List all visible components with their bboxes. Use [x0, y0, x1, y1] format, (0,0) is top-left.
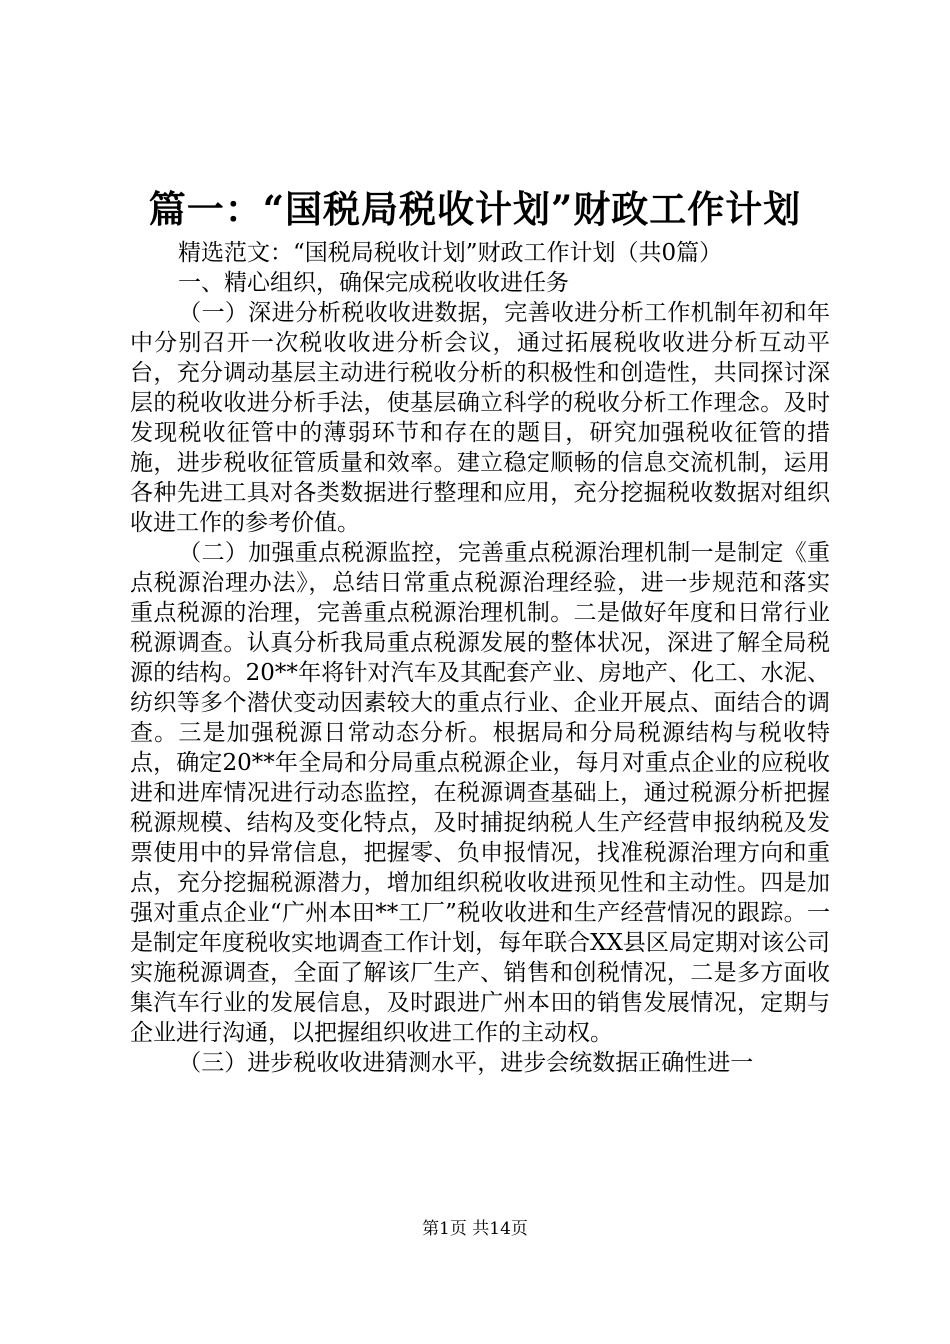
document-body: [130, 298, 830, 1078]
paragraph: （三）进步税收收进猜测水平，进步会统数据正确性进一: [178, 1050, 754, 1076]
document-title: 篇一：“国税局税收计划”财政工作计划: [148, 187, 802, 231]
section-heading: 一、精心组织，确保完成税收收进任务: [178, 270, 569, 296]
paragraph: （二）加强重点税源监控，完善重点税源治理机制一是制定《重点税源治理办法》，总结日常重点税源治理经验，进一步规范和落实重点税源的治理，完善重点税源治理机制。二是做好年度和日常行业税源调查。认真分析我局重点税源发展的整体状况，深进了解全局税源的结构。20**年将针对汽车及其配套产业、房地产、化工、水泥、纺织等多个潜伏变动因素较大的重点行业、企业开展点、面结合的调查。三是加强税源日常动态分析。根据局和分局税源结构与税收特点，确定20**年全局和分局重点税源企业，每月对重点企业的应税收进和进库情况进行动态监控，在税源调查基础上，通过税源分析把握税源规模、结构及变化特点，及时捕捉纳税人生产经营申报纳税及发票使用中的异常信息，把握零、负申报情况，找准税源治理方向和重点，充分挖掘税源潜力，增加组织税收收进预见性和主动性。四是加强对重点企业“广州本田**工厂”税收收进和生产经营情况的跟踪。一是制定年度税收实地调查工作计划，每年联合XX县区局定期对该公司实施税源调查，全面了解该厂生产、销售和创税情况，二是多方面收集汽车行业的发展信息，及时跟进广州本田的销售发展情况，定期与企业进行沟通，以把握组织收进工作的主动权。: [130, 540, 830, 1046]
page-footer: 第1页 共14页: [422, 1219, 528, 1239]
document-subtitle: 精选范文：“国税局税收计划”财政工作计划（共0篇）: [178, 240, 723, 266]
paragraph: （一）深进分析税收收进数据，完善收进分析工作机制年初和年中分别召开一次税收收进分析会议，通过拓展税收收进分析互动平台，充分调动基层主动进行税收分析的积极性和创造性，共同探讨深层的税收收进分析手法，使基层确立科学的税收分析工作理念。及时发现税收征管中的薄弱环节和存在的题目，研究加强税收征管的措施，进步税收征管质量和效率。建立稳定顺畅的信息交流机制，运用各种先进工具对各类数据进行整理和应用，充分挖掘税收数据对组织收进工作的参考价值。: [130, 300, 830, 536]
